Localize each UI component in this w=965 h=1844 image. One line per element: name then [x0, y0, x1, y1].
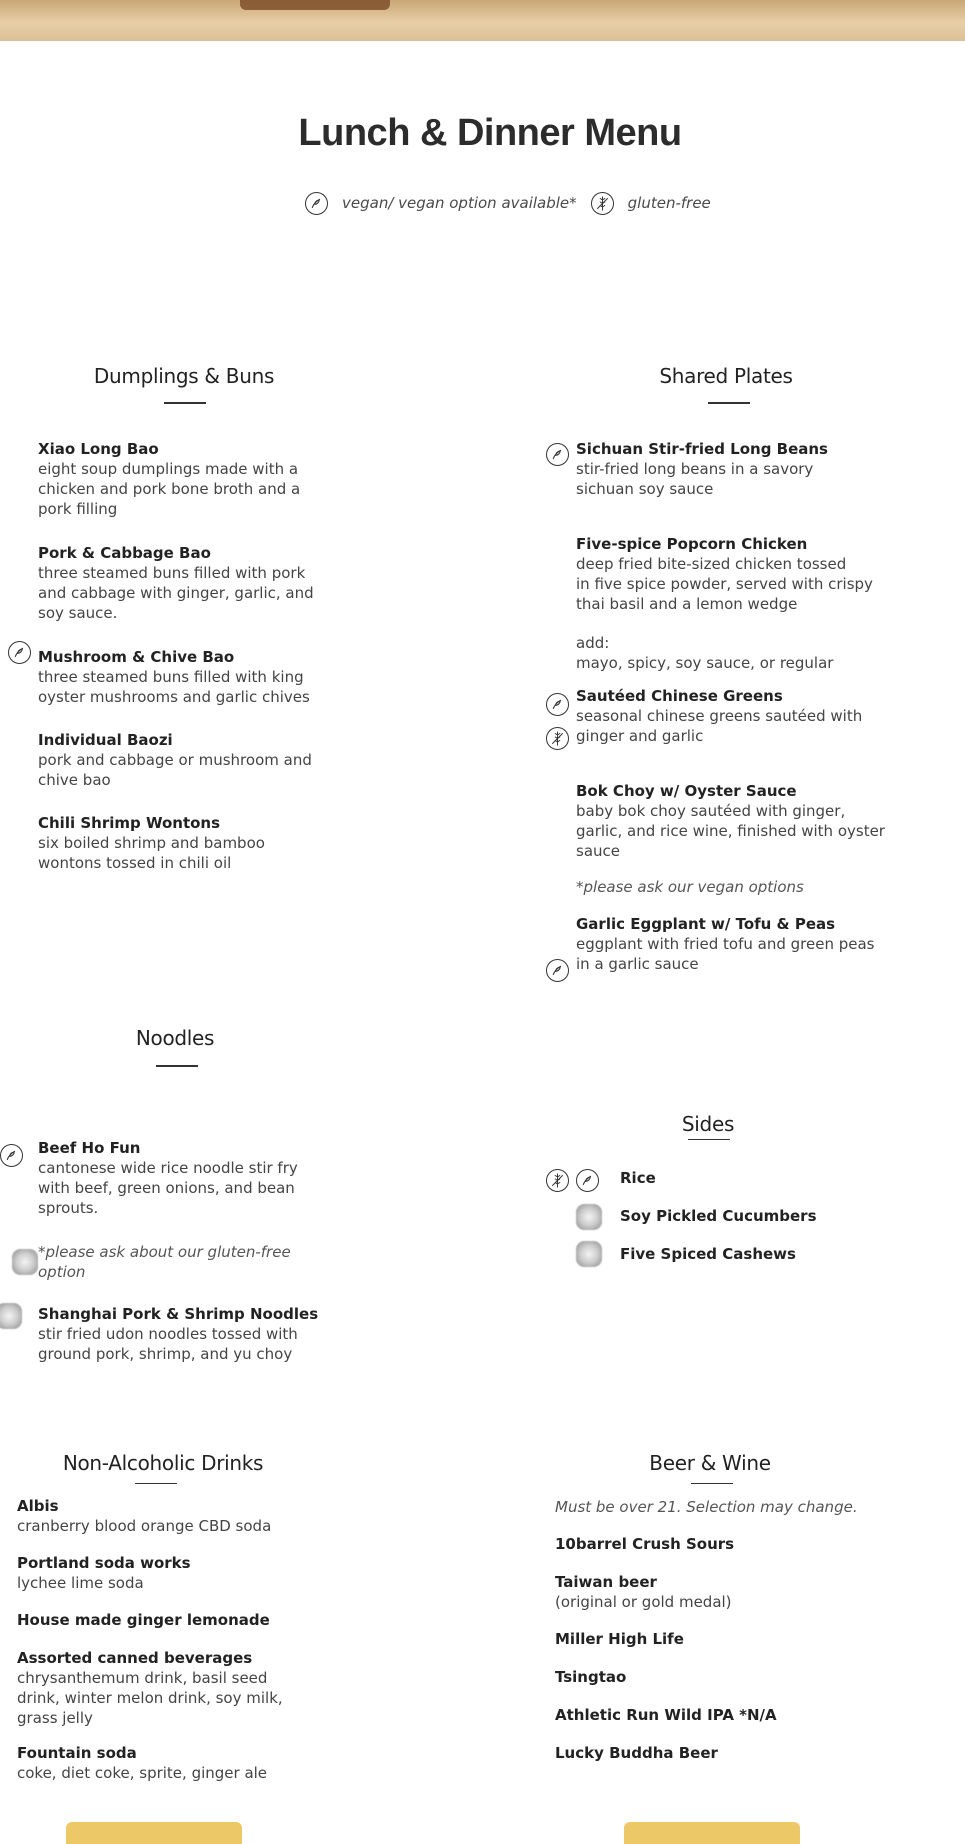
- item-name: Sichuan Stir-fried Long Beans: [576, 440, 828, 458]
- drink-item: Albis cranberry blood orange CBD soda: [17, 1497, 272, 1535]
- gluten-free-icon: [0, 1303, 22, 1329]
- section-divider: [156, 1065, 198, 1067]
- item-name: Bok Choy w/ Oyster Sauce: [576, 782, 797, 800]
- item-name: Shanghai Pork & Shrimp Noodles: [38, 1305, 319, 1323]
- vegan-icon: [0, 1144, 23, 1167]
- section-title-beer-wine: Beer & Wine: [649, 1451, 771, 1475]
- vegan-icon: [576, 1169, 599, 1192]
- menu-item: Chili Shrimp Wontons six boiled shrimp and bamboo wontons tossed in chili oil: [38, 814, 265, 872]
- hero-image: [0, 0, 965, 41]
- page-title: Lunch & Dinner Menu: [298, 112, 682, 154]
- section-divider: [688, 1139, 730, 1140]
- menu-item: Five-spice Popcorn Chicken deep fried bite-sized chicken tossed in five spice powder, served with crispy thai basil and a lemon wedge add: mayo, spicy, soy sauce, or regular: [576, 535, 873, 672]
- beer-item: Lucky Buddha Beer: [555, 1744, 718, 1762]
- item-name: Garlic Eggplant w/ Tofu & Peas: [576, 915, 836, 933]
- vegan-icon: [546, 693, 569, 716]
- beer-item: Miller High Life: [555, 1630, 684, 1648]
- item-name: Xiao Long Bao: [38, 440, 159, 458]
- item-name: Pork & Cabbage Bao: [38, 544, 211, 562]
- gluten-free-note: *please ask about our gluten-free option: [38, 1243, 291, 1281]
- legend: [305, 188, 725, 218]
- gluten-free-icon: [546, 727, 569, 750]
- menu-item: Sautéed Chinese Greens seasonal chinese greens sautéed with ginger and garlic: [576, 687, 863, 745]
- menu-item: Bok Choy w/ Oyster Sauce baby bok choy sautéed with ginger, garlic, and rice wine, finished with oyster sauce: [576, 782, 885, 860]
- drink-item: Portland soda works lychee lime soda: [17, 1554, 191, 1592]
- section-title-dumplings: Dumplings & Buns: [93, 364, 275, 388]
- gluten-free-icon: [576, 1241, 602, 1267]
- vegan-icon: [546, 443, 569, 466]
- side-item: Soy Pickled Cucumbers: [620, 1207, 817, 1225]
- item-name: Individual Baozi: [38, 731, 173, 749]
- item-name: Beef Ho Fun: [38, 1139, 141, 1157]
- gluten-free-icon: [546, 1169, 569, 1192]
- legend-vegan-label: vegan/ vegan option available*: [342, 194, 577, 212]
- menu-item: Mushroom & Chive Bao three steamed buns filled with king oyster mushrooms and garlic chives: [38, 648, 310, 706]
- drink-item: Fountain soda coke, diet coke, sprite, ginger ale: [17, 1744, 268, 1782]
- bottom-button-right[interactable]: [624, 1822, 800, 1844]
- menu-item: Xiao Long Bao eight soup dumplings made with a chicken and pork bone broth and a pork filling: [38, 440, 301, 518]
- section-title-sides: Sides: [681, 1112, 735, 1136]
- section-title-shared-plates: Shared Plates: [659, 364, 793, 388]
- item-name: Chili Shrimp Wontons: [38, 814, 221, 832]
- item-name: Sautéed Chinese Greens: [576, 687, 783, 705]
- vegan-note: *please ask our vegan options: [576, 878, 804, 896]
- section-divider: [135, 1483, 177, 1484]
- legend-gf-label: gluten-free: [627, 194, 711, 212]
- menu-item: Shanghai Pork & Shrimp Noodles stir fried udon noodles tossed with ground pork, shrimp, and yu choy: [38, 1305, 319, 1363]
- section-divider: [164, 402, 206, 404]
- section-title-drinks: Non-Alcoholic Drinks: [62, 1451, 264, 1475]
- gluten-free-icon: [576, 1204, 602, 1230]
- beer-item: Tsingtao: [555, 1668, 627, 1686]
- vegan-icon: [8, 641, 31, 664]
- menu-item: Garlic Eggplant w/ Tofu & Peas eggplant with fried tofu and green peas in a garlic sauce: [576, 915, 875, 973]
- vegan-icon: [305, 192, 328, 215]
- menu-item: Individual Baozi pork and cabbage or mushroom and chive bao: [38, 731, 312, 789]
- age-note: Must be over 21. Selection may change.: [555, 1498, 858, 1516]
- side-item: Rice: [620, 1169, 656, 1187]
- drink-item: House made ginger lemonade: [17, 1611, 270, 1629]
- menu-item: Beef Ho Fun cantonese wide rice noodle stir fry with beef, green onions, and bean sprouts.: [38, 1139, 298, 1217]
- drink-item: Assorted canned beverages chrysanthemum drink, basil seed drink, winter melon drink, soy milk, grass jelly: [17, 1649, 283, 1727]
- hero-utensil: [240, 0, 390, 10]
- gluten-free-icon: [591, 192, 614, 215]
- beer-item: 10barrel Crush Sours: [555, 1535, 735, 1553]
- menu-item: Sichuan Stir-fried Long Beans stir-fried long beans in a savory sichuan soy sauce: [576, 440, 828, 498]
- section-divider: [708, 402, 750, 404]
- item-name: Five-spice Popcorn Chicken: [576, 535, 808, 553]
- vegan-icon: [546, 959, 569, 982]
- bottom-button-left[interactable]: [66, 1822, 242, 1844]
- beer-item: Athletic Run Wild IPA *N/A: [555, 1706, 777, 1724]
- section-title-noodles: Noodles: [135, 1026, 215, 1050]
- menu-item: Pork & Cabbage Bao three steamed buns filled with pork and cabbage with ginger, garlic, and soy sauce.: [38, 544, 314, 622]
- item-name: Mushroom & Chive Bao: [38, 648, 235, 666]
- beer-item: Taiwan beer (original or gold medal): [555, 1573, 732, 1611]
- side-item: Five Spiced Cashews: [620, 1245, 796, 1263]
- section-divider: [691, 1483, 733, 1484]
- gluten-free-icon: [12, 1249, 38, 1275]
